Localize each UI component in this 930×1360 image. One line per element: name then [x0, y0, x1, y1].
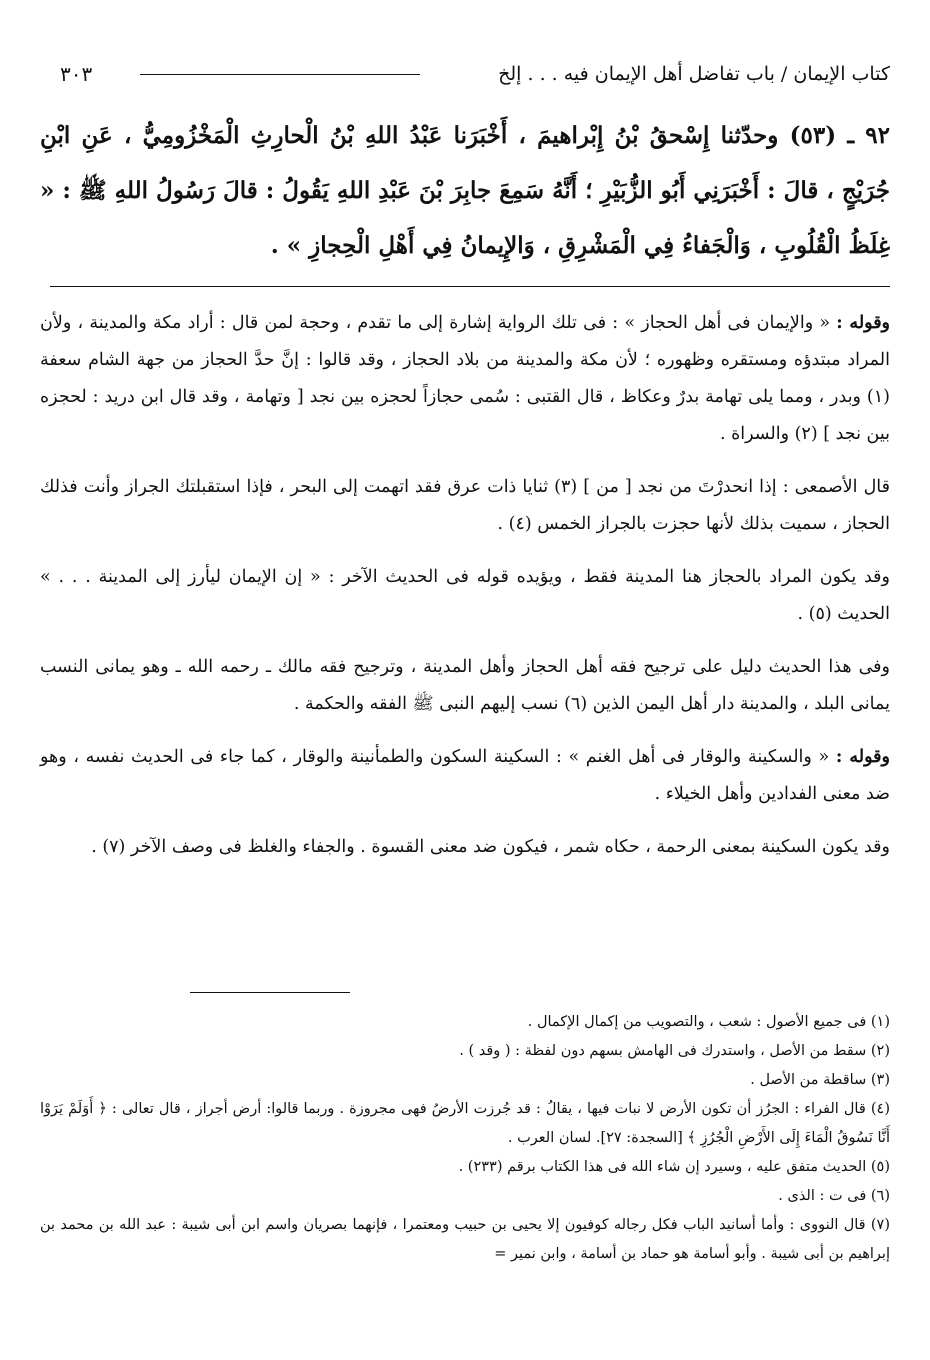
commentary-paragraph — [40, 829, 890, 866]
footnote: (٦) فى ت : الذى . — [778, 1188, 890, 1204]
footnote-divider — [190, 992, 350, 993]
footnote: (٢) سقط من الأصل ، واستدرك فى الهامش بسهم دون لفظة : ( وقد ) . — [459, 1043, 890, 1059]
running-title: كتاب الإيمان / باب تفاضل أهل الإيمان فيه . . . إلخ — [498, 63, 890, 85]
footnote: (١) فى جميع الأصول : شعب ، والتصويب من إكمال الإكمال . — [527, 1014, 890, 1030]
paragraph-lead: وقوله : — [836, 313, 891, 333]
commentary — [40, 305, 890, 882]
commentary-paragraph — [40, 559, 890, 633]
section-divider — [50, 286, 890, 287]
footnote: (٣) ساقطة من الأصل . — [750, 1072, 890, 1088]
footnote: (٤) قال الفراء : الجرُز أن تكون الأرض لا نبات فيها ، يقالُ : قد جُرزت الأرضُ فهى مجروزة . وربما قالوا: أرض أجراز ، قال تعالى : ﴿ أَوَلَمْ يَرَوْا أَنَّا نَسُوقُ الْمَاءَ إِلَى الأَرْضِ الْجُرُزِ ﴾ [السجدة: ٢٧]. لسان العرب . — [40, 1101, 890, 1146]
paragraph-body: وفى هذا الحديث دليل على ترجيح فقه أهل الحجاز وأهل المدينة ، وترجيح فقه مالك ـ رحمه الله ـ وهو يمانى النسب يمانى البلد ، والمدينة دار أهل اليمن الذين (٦) نسب إليهم النبى ﷺ الفقه والحكمة . — [40, 657, 890, 714]
footnote: (٧) قال النووى : وأما أسانيد الباب فكل رجاله كوفيون إلا يحيى بن حبيب ومعتمرا ، فإنهما بصريان واسم ابن أبى شيبة : عبد الله بن محمد بن إبراهيم بن أبى شيبة . وأبو أسامة هو حماد بن أسامة ، وابن نمير = — [40, 1217, 890, 1262]
hadith-text: ٩٢ ـ (٥٣) وحدّثنا إِسْحقُ بْنُ إِبْراهيمَ ، أَخْبَرَنا عَبْدُ اللهِ بْنُ الْحارِثِ الْمَخْزُومِيُّ ، عَنِ ابْنِ جُرَيْجٍ ، قالَ : أَخْبَرَنِي أَبُو الزُّبَيْرِ ؛ أَنَّهُ سَمِعَ جابِرَ بْنَ عَبْدِ اللهِ يَقُولُ : قالَ رَسُولُ اللهِ ﷺ : « غِلَظُ الْقُلُوبِ ، وَالْجَفاءُ فِي الْمَشْرِقِ ، وَالإِيمانُ فِي أَهْلِ الْحِجازِ » . — [40, 122, 891, 259]
footnote: (٥) الحديث متفق عليه ، وسيرد إن شاء الله فى هذا الكتاب برقم (٢٣٣) . — [458, 1159, 890, 1175]
footnotes — [40, 1008, 890, 1269]
page-number: ٣٠٣ — [60, 62, 93, 86]
commentary-paragraph — [40, 649, 890, 723]
paragraph-lead: وقوله : — [835, 747, 890, 767]
paragraph-body: « والإيمان فى أهل الحجاز » : فى تلك الرواية إشارة إلى ما تقدم ، وحجة لمن قال : أراد مكة والمدينة ، ولأن المراد مبتدؤه ومستقره وظهوره ؛ لأن مكة والمدينة من بلاد الحجاز ، وقد قالوا : إنَّ حدَّ الحجاز من جهة الشام سعفة (١) وبدر ، ومما يلى تهامة بدرٌ وعكاظ ، قال القتبى : سُمى حجازاً لحجزه بين نجد [ وتهامة ، وقد قال ابن دريد : لحجزه بين نجد ] (٢) والسراة . — [40, 313, 890, 444]
running-header — [60, 58, 890, 90]
commentary-paragraph — [40, 739, 890, 813]
paragraph-body: « والسكينة والوقار فى أهل الغنم » : السكينة السكون والطمأنينة والوقار ، كما جاء فى الحديث نفسه ، وهو ضد معنى الفدادين وأهل الخيلاء . — [40, 747, 890, 804]
header-rule — [140, 74, 420, 75]
paragraph-body: وقد يكون السكينة بمعنى الرحمة ، حكاه شمر ، فيكون ضد معنى القسوة . والجفاء والغلظ فى وصف الآخر (٧) . — [91, 837, 890, 857]
paragraph-body: قال الأصمعى : إذا انحدرْتَ من نجد [ من ] (٣) ثنايا ذات عرق فقد اتهمت إلى البحر ، فإذا استقبلتك الجراز وأنت فذلك الحجاز ، سميت بذلك لأنها حجزت بالجراز الخمس (٤) . — [40, 477, 890, 534]
commentary-paragraph — [40, 305, 890, 453]
commentary-paragraph — [40, 469, 890, 543]
paragraph-body: وقد يكون المراد بالحجاز هنا المدينة فقط ، ويؤيده قوله فى الحديث الآخر : « إن الإيمان ليأرز إلى المدينة . . . » الحديث (٥) . — [40, 567, 890, 624]
